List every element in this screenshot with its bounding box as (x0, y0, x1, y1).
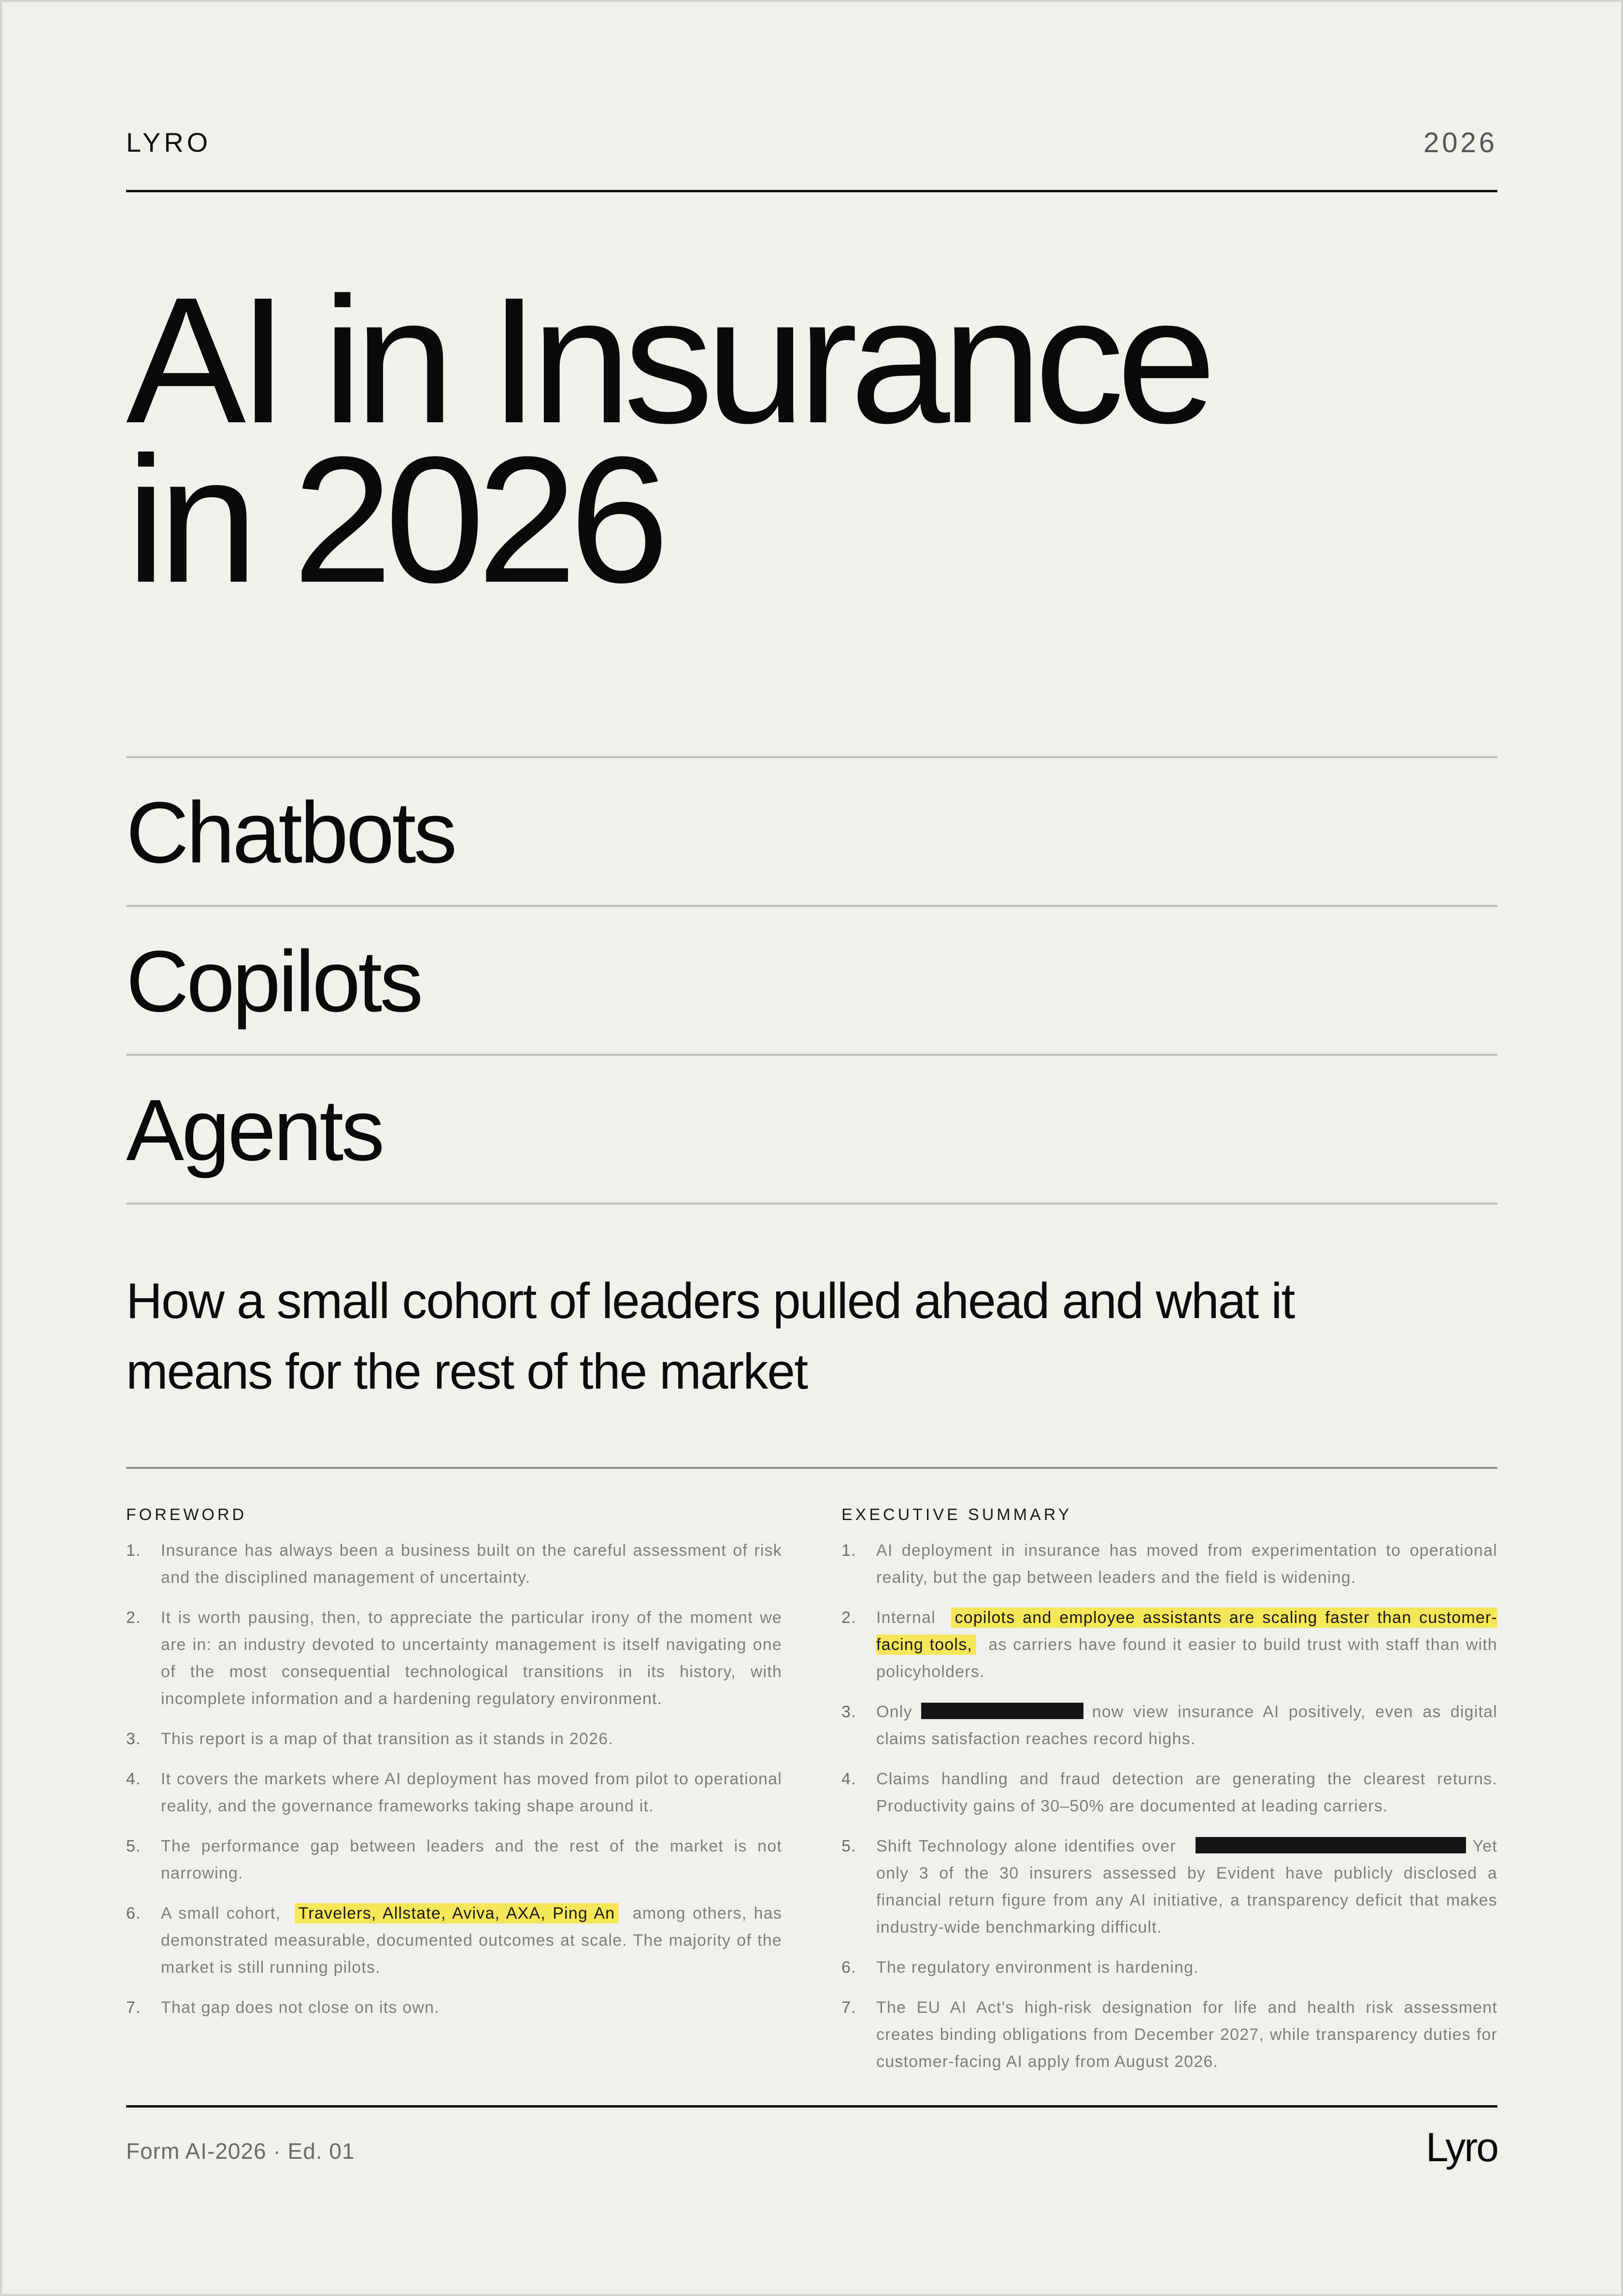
list-item: 7. The EU AI Act's high-risk designation for life and health risk assessment creates binding obligations from December 2027, while transparency duties for customer-facing AI apply from August 2026. (841, 1998, 1497, 2071)
header-year: 2026 (1423, 127, 1497, 158)
executive-summary-section (841, 1506, 1497, 2088)
redaction-bar (921, 1703, 1083, 1719)
list-item: 6. A small cohort, Travelers, Allstate, Aviva, AXA, Ping An among others, has demonstrated measurable, documented outcomes at scale. The majority of the market is still running pilots. (126, 1904, 783, 1977)
title-line-1: AI in Insurance (126, 259, 1209, 460)
document-page (126, 0, 1497, 2296)
list-item: 4. Claims handling and fraud detection are generating the clearest returns. Productivity gains of 30–50% are documented at leading carriers. (841, 1770, 1497, 1815)
list-item: 4. It covers the markets where AI deployment has moved from pilot to operational reality, and the governance frameworks taking shape around it. (126, 1770, 782, 1815)
list-item: 6. The regulatory environment is hardening. (841, 1958, 1199, 1977)
header-rule (126, 190, 1497, 192)
title-line-2: in 2026 (126, 419, 662, 620)
header (126, 127, 1497, 160)
foreword-list (126, 1537, 782, 2021)
highlight: Travelers, Allstate, Aviva, AXA, Ping An (295, 1903, 619, 1923)
topic-agents: Agents (126, 1082, 383, 1179)
topic-divider (126, 756, 1497, 758)
lyro-logo: Lyro (1425, 2124, 1497, 2170)
foreword-section (126, 1506, 782, 2034)
foreword-heading: FOREWORD (126, 1506, 247, 1524)
highlight: copilots and employee assistants are scaling faster than customer-facing tools, (876, 1608, 1498, 1654)
topic-chatbots: Chatbots (126, 784, 455, 881)
list-item: 3. This report is a map of that transition as it stands in 2026. (126, 1730, 613, 1748)
executive-summary-heading: EXECUTIVE SUMMARY (841, 1506, 1072, 1524)
subtitle: How a small cohort of leaders pulled ahead and what it means for the rest of the market (126, 1273, 1295, 1400)
section-rule (126, 1467, 1497, 1469)
topic-divider (126, 1203, 1497, 1205)
list-item: 5. Shift Technology alone identifies over Yet only 3 of the 30 insurers assessed by Evident have publicly disclosed a financial return figure from any AI initiative, a transparency deficit that makes industry-wide benchmarking difficult. (841, 1837, 1497, 1937)
summary-list (841, 1537, 1497, 2075)
topic-divider (126, 905, 1497, 907)
list-item: 1. Insurance has always been a business built on the careful assessment of risk and the disciplined management of uncertainty. (126, 1541, 782, 1587)
page-title (126, 259, 1209, 620)
footer-rule (126, 2105, 1497, 2108)
brand-name: LYRO (126, 127, 212, 158)
topic-copilots: Copilots (126, 933, 421, 1030)
list-item: 1. AI deployment in insurance has moved from experimentation to operational reality, but the gap between leaders and the field is widening. (841, 1541, 1497, 1587)
form-label: Form AI-2026 · Ed. 01 (126, 2138, 355, 2164)
list-item: 3. Only now view insurance AI positively, even as digital claims satisfaction reaches record highs. (841, 1703, 1497, 1748)
redaction-bar (1196, 1837, 1466, 1853)
topic-divider (126, 1054, 1497, 1056)
list-item: 2. It is worth pausing, then, to appreciate the particular irony of the moment we are in: an industry devoted to uncertainty management is itself navigating one of the most consequential technological transitions in its history, with incomplete information and a hardening regulatory environment. (126, 1608, 782, 1708)
list-item: 2. Internal copilots and employee assistants are scaling faster than customer-facing tools, as carriers have found it easier to build trust with staff than with policyholders. (841, 1608, 1498, 1681)
list-item: 7. That gap does not close on its own. (126, 1998, 440, 2017)
list-item: 5. The performance gap between leaders and the rest of the market is not narrowing. (126, 1837, 782, 1882)
